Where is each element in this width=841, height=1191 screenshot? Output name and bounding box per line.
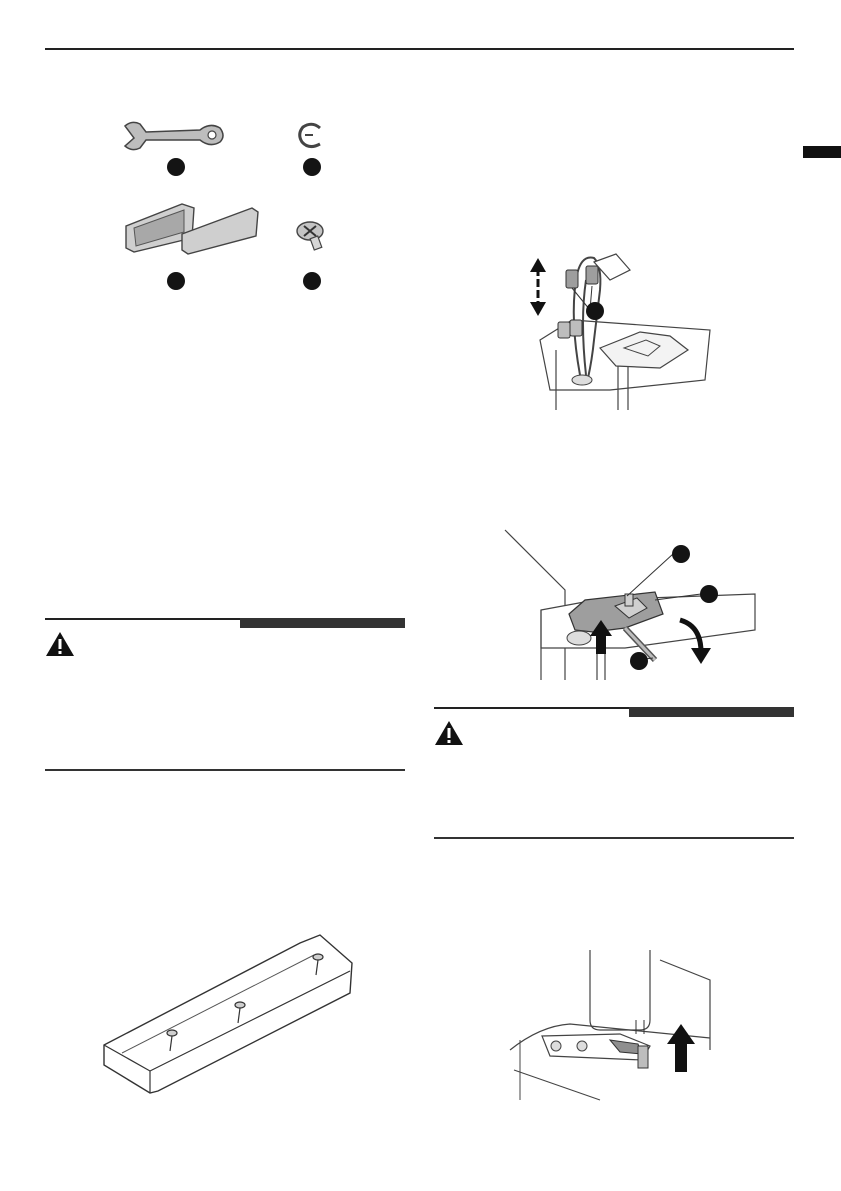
wire-connector-figure: [520, 240, 720, 410]
part-number-1: [167, 158, 185, 176]
caution-header-right: [434, 707, 794, 721]
part-number-2: [303, 158, 321, 176]
caution-header-left: [45, 618, 405, 632]
hinge-callout-2: [630, 652, 648, 670]
hinge-cover-icon: [122, 198, 262, 258]
wire-callout-number: [586, 302, 604, 320]
part-number-3: [167, 272, 185, 290]
base-bracket-figure: [100, 935, 360, 1095]
door-hinge-pin-figure: [510, 950, 715, 1100]
hinge-callout-4: [672, 545, 690, 563]
part-number-4: [303, 272, 321, 290]
language-tab: [803, 146, 841, 158]
warning-icon: [434, 720, 464, 746]
warning-icon: [45, 631, 75, 657]
e-ring-icon: [296, 122, 326, 150]
hinge-callout-3: [700, 585, 718, 603]
caution-footer-left: [45, 769, 405, 771]
screw-icon: [294, 220, 328, 252]
wrench-icon: [120, 118, 230, 158]
header-rule: [45, 48, 794, 50]
caution-footer-right: [434, 837, 794, 839]
